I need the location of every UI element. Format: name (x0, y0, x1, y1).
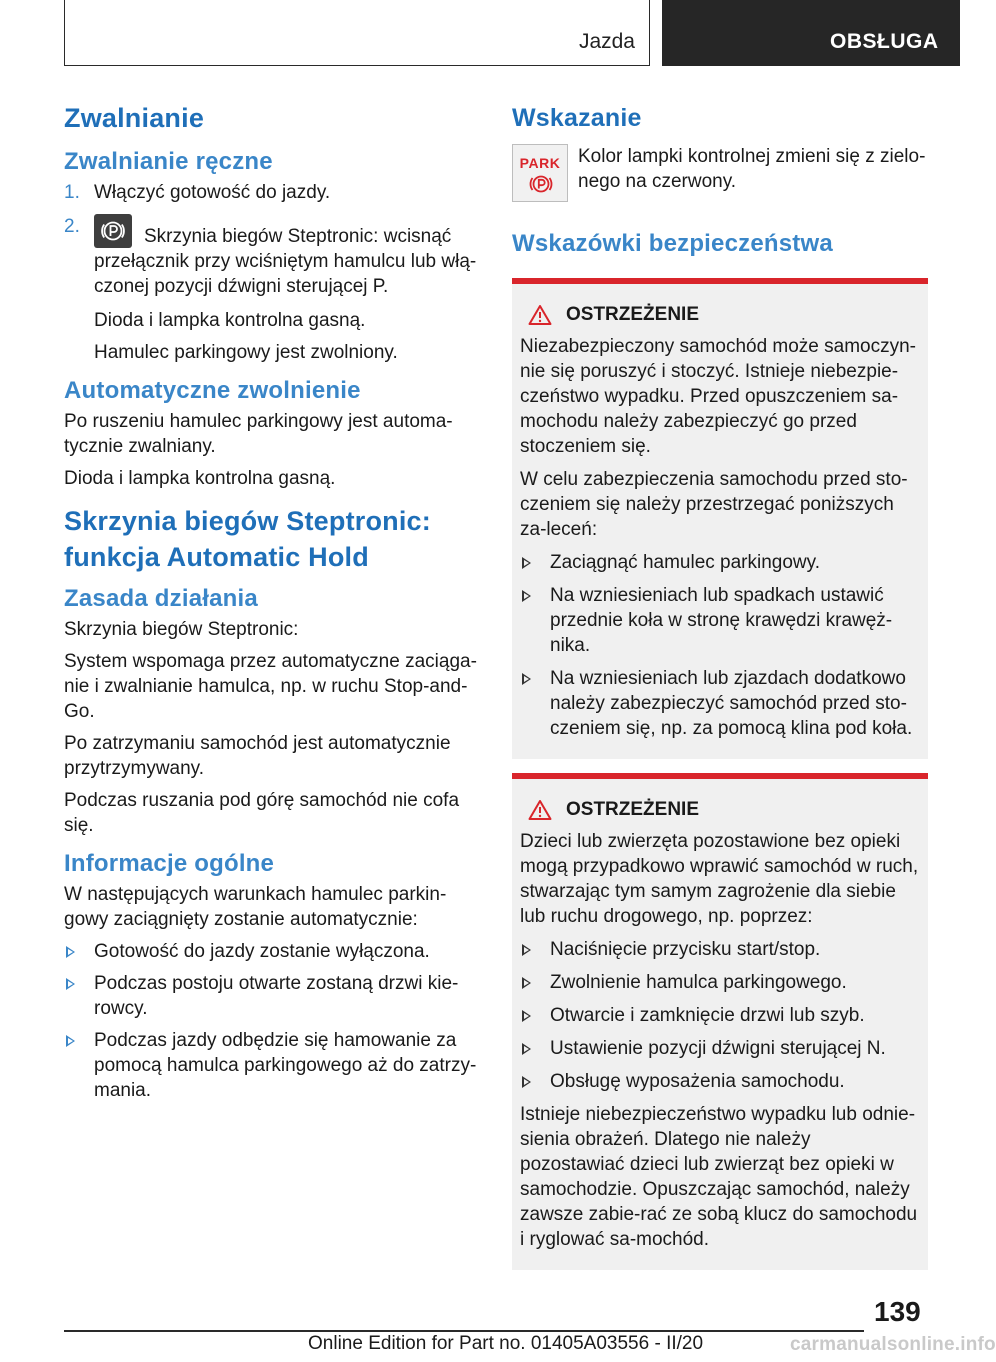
step-text: Włączyć gotowość do jazdy. (94, 182, 331, 203)
bullet-triangle-icon (66, 946, 75, 958)
principle-p4: Podczas ruszania pod górę samochód nie cofa się. (64, 790, 460, 836)
list-item-text: Na wzniesieniach lub spadkach ustawić przednie koła w stronę krawędzi krawęż‐nika. (550, 585, 893, 656)
bullet-triangle-icon (522, 1010, 531, 1022)
indicator-row (512, 144, 928, 202)
header-section-title: Jazda (578, 30, 635, 53)
bullet-triangle-icon (522, 673, 531, 685)
warning-box-2 (512, 773, 928, 1270)
principle-p2: System wspomaga przez automatyczne zaciąga‐nie i zwalnianie hamulca, np. w ruchu Stop-and-Go. (64, 651, 477, 722)
list-item (64, 1028, 480, 1103)
bullet-triangle-icon (66, 978, 75, 990)
page-number: 139 (874, 1296, 921, 1327)
list-item-text: Zaciągnąć hamulec parkingowy. (550, 552, 821, 573)
warning-2-p2: Istnieje niebezpieczeństwo wypadku lub odnie‐sienia obrażeń. Dlatego nie należy pozostawiać dzieci lub zwierząt bez opieki w samochodzie. Opuszczając samochód, należy zawsze zabie‐rać ze sobą klucz do samochodu i ryglować sa‐mochód. (520, 1104, 918, 1250)
warning-title-text: OSTRZEŻENIE (566, 799, 700, 820)
manual-release-note-1: Dioda i lampka kontrolna gasną. (94, 310, 366, 331)
warning-1-p1: Niezabezpieczony samochód może samoczyn‐nie się poruszyć i stoczyć. Istnieje niebezpie‐czeństwo wypadku. Przed opuszczeniem sa‐mochodu należy zabezpieczyć go przed stoczeniem się. (520, 336, 917, 457)
heading-automatic-hold: Skrzynia biegów Steptronic: funkcja Automatic Hold (64, 506, 431, 572)
right-column (512, 100, 928, 1270)
warning-1-list (520, 550, 920, 741)
list-item-text: Ustawienie pozycji dźwigni sterującej N. (550, 1038, 886, 1059)
park-indicator-label: PARK (519, 155, 561, 171)
bullet-triangle-icon (522, 1076, 531, 1088)
list-item (64, 939, 480, 964)
list-item (520, 666, 920, 741)
heading-auto-release: Automatyczne zwolnienie (64, 377, 361, 404)
bullet-triangle-icon (522, 1043, 531, 1055)
left-column (64, 100, 480, 1110)
auto-release-p1: Po ruszeniu hamulec parkingowy jest automa‐tycznie zwalniany. (64, 411, 453, 457)
list-item-text: Naciśnięcie przycisku start/stop. (550, 939, 821, 960)
warning-triangle-icon (528, 304, 552, 326)
list-item (520, 970, 920, 995)
heading-safety: Wskazówki bezpieczeństwa (512, 230, 833, 257)
principle-p1: Skrzynia biegów Steptronic: (64, 619, 299, 640)
heading-principle: Zasada działania (64, 585, 258, 612)
bullet-triangle-icon (522, 590, 531, 602)
footer-edition: Online Edition for Part no. 01405A03556 - II/20 (308, 1333, 704, 1354)
warning-title (528, 304, 920, 326)
warning-2-p1: Dzieci lub zwierzęta pozostawione bez opieki mogą przypadkowo wprawić samochód w ruch, stwarzając tym samym zagrożenie dla siebie lub ruchu drogowego, np. poprzez: (520, 831, 919, 927)
heading-manual-release: Zwalnianie ręczne (64, 148, 273, 175)
warning-box-1 (512, 278, 928, 759)
warning-title-text: OSTRZEŻENIE (566, 304, 700, 325)
indicator-text: Kolor lampki kontrolnej zmieni się z zielo‐nego na czerwony. (578, 146, 926, 192)
warning-triangle-icon (528, 799, 552, 821)
manual-release-note-2: Hamulec parkingowy jest zwolniony. (94, 342, 398, 363)
footer-watermark-logo: carmanualsonline.info (790, 1334, 996, 1355)
list-item (520, 1003, 920, 1028)
heading-indicator: Wskazanie (512, 104, 642, 132)
warning-title (528, 799, 920, 821)
warning-2-list (520, 937, 920, 1094)
auto-release-p2: Dioda i lampka kontrolna gasną. (64, 468, 336, 489)
list-item (520, 1036, 920, 1061)
step-text: Skrzynia biegów Steptronic: wcisnąć przełącznik przy wciśniętym hamulcu lub włą‐czonej pozycji dźwigni sterującej P. (94, 226, 477, 297)
step-item (64, 214, 480, 299)
step-number: 2. (64, 216, 80, 237)
parking-brake-switch-icon (94, 214, 132, 248)
list-item-text: Na wzniesieniach lub zjazdach dodatkowo należy zabezpieczyć samochód przed sto‐czeniem się, np. za pomocą klina pod koła. (550, 668, 913, 739)
list-item (520, 583, 920, 658)
manual-release-steps (64, 180, 480, 299)
step-number: 1. (64, 182, 80, 203)
list-item (520, 550, 920, 575)
footer-rule (64, 1330, 864, 1332)
bullet-triangle-icon (522, 977, 531, 989)
list-item-text: Obsługę wyposażenia samochodu. (550, 1071, 845, 1092)
warning-1-p2: W celu zabezpieczenia samochodu przed sto‐czeniem się należy przestrzegać poniższych za‐leceń: (520, 469, 908, 540)
header-chapter-title: OBSŁUGA (830, 30, 939, 53)
step-item (64, 180, 480, 205)
list-item-text: Zwolnienie hamulca parkingowego. (550, 972, 847, 993)
list-item-text: Gotowość do jazdy zostanie wyłączona. (94, 941, 430, 962)
header-section-box (64, 0, 650, 66)
header-chapter-box (662, 0, 960, 66)
bullet-triangle-icon (66, 1035, 75, 1047)
list-item (520, 937, 920, 962)
general-p1: W następujących warunkach hamulec parkin‐gowy zaciągnięty zostanie automatycznie: (64, 884, 447, 930)
bullet-triangle-icon (522, 944, 531, 956)
bullet-triangle-icon (522, 557, 531, 569)
list-item (520, 1069, 920, 1094)
list-item (64, 971, 480, 1021)
heading-general-info: Informacje ogólne (64, 850, 275, 877)
list-item-text: Podczas postoju otwarte zostaną drzwi kie‐rowcy. (94, 973, 459, 1019)
heading-release: Zwalnianie (64, 103, 205, 133)
park-indicator-icon (512, 144, 568, 202)
list-item-text: Podczas jazdy odbędzie się hamowanie za pomocą hamulca parkingowego aż do zatrzy‐mania. (94, 1030, 477, 1101)
principle-p3: Po zatrzymaniu samochód jest automatycznie przytrzymywany. (64, 733, 451, 779)
general-conditions-list (64, 939, 480, 1103)
list-item-text: Otwarcie i zamknięcie drzwi lub szyb. (550, 1005, 865, 1026)
